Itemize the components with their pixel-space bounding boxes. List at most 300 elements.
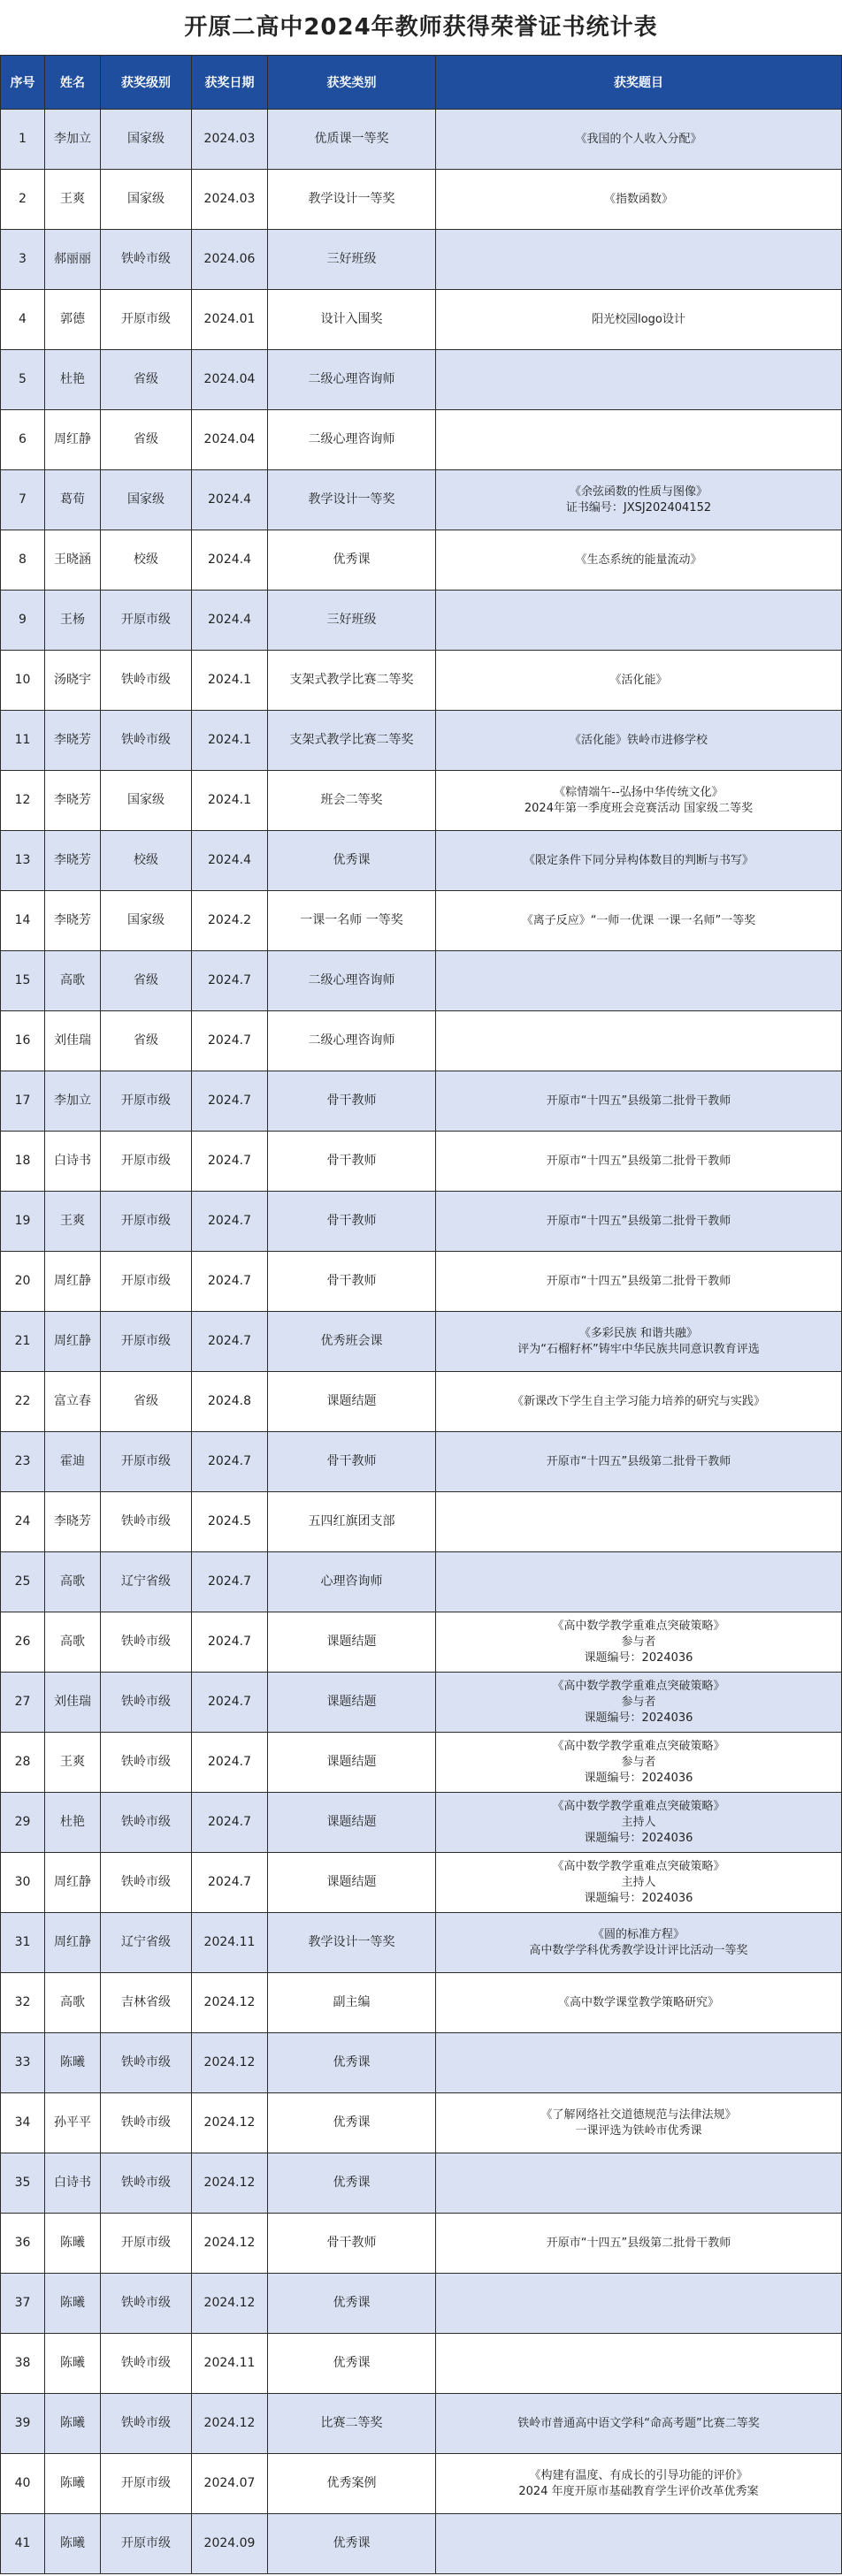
cell-level: 铁岭市级 (101, 2274, 192, 2334)
cell-level: 省级 (101, 350, 192, 410)
cell-category: 骨干教师 (268, 1132, 436, 1192)
cell-level: 开原市级 (101, 1312, 192, 1372)
cell-topic (436, 2033, 842, 2093)
cell-no: 8 (1, 530, 45, 591)
table-row (1, 2274, 842, 2334)
cell-no: 4 (1, 290, 45, 350)
cell-name: 王爽 (45, 170, 101, 230)
table-row (1, 591, 842, 651)
topic-line: 《高中数学课堂教学策略研究》 (557, 1995, 719, 2009)
table-row (1, 951, 842, 1011)
cell-date: 2024.4 (192, 470, 268, 530)
cell-category: 心理咨询师 (268, 1552, 436, 1612)
cell-no: 18 (1, 1132, 45, 1192)
cell-level: 开原市级 (101, 2514, 192, 2574)
cell-topic (436, 771, 842, 831)
cell-date: 2024.7 (192, 1552, 268, 1612)
cell-topic (436, 1372, 842, 1432)
table-row (1, 530, 842, 591)
cell-level: 开原市级 (101, 1192, 192, 1252)
topic-line: 《多彩民族 和谐共融》 (578, 1326, 699, 1340)
topic-line: 一课评选为铁岭市优秀课 (575, 2123, 702, 2138)
cell-level: 铁岭市级 (101, 1853, 192, 1913)
cell-level: 铁岭市级 (101, 1793, 192, 1853)
cell-no: 11 (1, 711, 45, 771)
cell-no: 39 (1, 2394, 45, 2454)
cell-no: 31 (1, 1913, 45, 1973)
cell-category: 课题结题 (268, 1853, 436, 1913)
cell-name: 白诗书 (45, 2153, 101, 2214)
cell-date: 2024.03 (192, 170, 268, 230)
cell-date: 2024.7 (192, 1853, 268, 1913)
cell-level: 铁岭市级 (101, 711, 192, 771)
cell-no: 29 (1, 1793, 45, 1853)
table-row (1, 2394, 842, 2454)
cell-date: 2024.7 (192, 1312, 268, 1372)
table-row (1, 2454, 842, 2514)
cell-date: 2024.12 (192, 2033, 268, 2093)
cell-topic (436, 831, 842, 891)
cell-topic (436, 350, 842, 410)
cell-topic (436, 2274, 842, 2334)
cell-date: 2024.4 (192, 530, 268, 591)
cell-level: 辽宁省级 (101, 1913, 192, 1973)
cell-no: 32 (1, 1973, 45, 2033)
cell-name: 李晓芳 (45, 711, 101, 771)
awards-table (0, 55, 842, 2574)
topic-line: 《粽情端午--弘扬中华传统文化》 (554, 785, 723, 799)
cell-no: 36 (1, 2214, 45, 2274)
cell-category: 支架式教学比赛二等奖 (268, 711, 436, 771)
cell-no: 40 (1, 2454, 45, 2514)
cell-category: 优秀课 (268, 2093, 436, 2153)
cell-level: 铁岭市级 (101, 2334, 192, 2394)
table-row (1, 2033, 842, 2093)
cell-category: 优质课一等奖 (268, 110, 436, 170)
cell-date: 2024.7 (192, 1192, 268, 1252)
topic-line: 《高中数学教学重难点突破策略》 (552, 1679, 725, 1693)
cell-topic (436, 1432, 842, 1492)
cell-category: 二级心理咨询师 (268, 951, 436, 1011)
cell-category: 课题结题 (268, 1372, 436, 1432)
cell-no: 19 (1, 1192, 45, 1252)
cell-name: 陈曦 (45, 2214, 101, 2274)
cell-category: 优秀课 (268, 530, 436, 591)
cell-name: 李晓芳 (45, 1492, 101, 1552)
topic-line: 参与者 (621, 1695, 656, 1709)
cell-name: 陈曦 (45, 2334, 101, 2394)
topic-line: 课题编号：2024036 (584, 1650, 693, 1665)
cell-date: 2024.09 (192, 2514, 268, 2574)
cell-date: 2024.11 (192, 2334, 268, 2394)
cell-category: 优秀课 (268, 831, 436, 891)
cell-date: 2024.7 (192, 1132, 268, 1192)
cell-date: 2024.12 (192, 1973, 268, 2033)
cell-name: 周红静 (45, 1312, 101, 1372)
cell-name: 陈曦 (45, 2454, 101, 2514)
cell-category: 课题结题 (268, 1733, 436, 1793)
cell-topic (436, 2454, 842, 2514)
table-row (1, 1372, 842, 1432)
cell-topic (436, 1132, 842, 1192)
cell-level: 国家级 (101, 891, 192, 951)
cell-level: 国家级 (101, 110, 192, 170)
cell-level: 铁岭市级 (101, 2153, 192, 2214)
cell-topic (436, 1913, 842, 1973)
table-header-row (1, 56, 842, 110)
cell-no: 30 (1, 1853, 45, 1913)
cell-name: 李加立 (45, 110, 101, 170)
topic-line: 课题编号：2024036 (584, 1891, 693, 1905)
cell-date: 2024.12 (192, 2093, 268, 2153)
cell-no: 10 (1, 651, 45, 711)
cell-category: 课题结题 (268, 1793, 436, 1853)
table-row (1, 1432, 842, 1492)
cell-no: 35 (1, 2153, 45, 2214)
topic-line: 证书编号：JXSJ202404152 (565, 500, 712, 514)
cell-name: 陈曦 (45, 2033, 101, 2093)
cell-name: 李加立 (45, 1071, 101, 1132)
cell-name: 富立春 (45, 1372, 101, 1432)
cell-no: 33 (1, 2033, 45, 2093)
cell-category: 二级心理咨询师 (268, 350, 436, 410)
table-row (1, 470, 842, 530)
cell-topic (436, 1011, 842, 1071)
cell-name: 郝丽丽 (45, 230, 101, 290)
topic-line: 课题编号：2024036 (584, 1831, 693, 1845)
table-row (1, 110, 842, 170)
header-level: 获奖级别 (101, 56, 192, 110)
cell-date: 2024.7 (192, 1793, 268, 1853)
cell-category: 五四红旗团支部 (268, 1492, 436, 1552)
table-row (1, 1913, 842, 1973)
table-row (1, 711, 842, 771)
cell-category: 课题结题 (268, 1673, 436, 1733)
topic-line: 开原市“十四五”县级第二批骨干教师 (546, 1454, 731, 1468)
cell-level: 开原市级 (101, 591, 192, 651)
cell-level: 校级 (101, 530, 192, 591)
table-row (1, 350, 842, 410)
cell-level: 开原市级 (101, 1432, 192, 1492)
cell-no: 6 (1, 410, 45, 470)
cell-no: 12 (1, 771, 45, 831)
topic-line: 课题编号：2024036 (584, 1771, 693, 1785)
cell-name: 王爽 (45, 1192, 101, 1252)
cell-level: 省级 (101, 1372, 192, 1432)
cell-date: 2024.1 (192, 771, 268, 831)
cell-category: 教学设计一等奖 (268, 1913, 436, 1973)
cell-category: 优秀课 (268, 2153, 436, 2214)
topic-line: 课题编号：2024036 (584, 1711, 693, 1725)
cell-date: 2024.7 (192, 1673, 268, 1733)
table-row (1, 1612, 842, 1673)
cell-topic (436, 230, 842, 290)
cell-date: 2024.4 (192, 591, 268, 651)
table-row (1, 290, 842, 350)
cell-category: 三好班级 (268, 591, 436, 651)
topic-line: 《余弦函数的性质与图像》 (569, 484, 708, 499)
cell-name: 高歌 (45, 1612, 101, 1673)
topic-line: 2024 年度开原市基础教育学生评价改革优秀案 (518, 2484, 759, 2498)
cell-date: 2024.01 (192, 290, 268, 350)
table-row (1, 2214, 842, 2274)
topic-line: 《高中数学教学重难点突破策略》 (552, 1859, 725, 1873)
topic-line: 主持人 (621, 1815, 656, 1829)
cell-category: 班会二等奖 (268, 771, 436, 831)
cell-no: 13 (1, 831, 45, 891)
cell-no: 34 (1, 2093, 45, 2153)
cell-name: 郭德 (45, 290, 101, 350)
cell-level: 铁岭市级 (101, 230, 192, 290)
header-date: 获奖日期 (192, 56, 268, 110)
cell-topic (436, 2093, 842, 2153)
cell-date: 2024.11 (192, 1913, 268, 1973)
cell-no: 24 (1, 1492, 45, 1552)
cell-topic (436, 1973, 842, 2033)
cell-name: 周红静 (45, 1252, 101, 1312)
cell-category: 设计入围奖 (268, 290, 436, 350)
topic-line: 《指数函数》 (603, 192, 673, 206)
table-body (1, 110, 842, 2574)
table-row (1, 1673, 842, 1733)
topic-line: 2024年第一季度班会竞赛活动 国家级二等奖 (524, 801, 754, 815)
cell-level: 开原市级 (101, 2454, 192, 2514)
table-row (1, 2334, 842, 2394)
cell-topic (436, 1673, 842, 1733)
cell-level: 铁岭市级 (101, 1733, 192, 1793)
table-row (1, 831, 842, 891)
cell-level: 铁岭市级 (101, 1673, 192, 1733)
cell-no: 27 (1, 1673, 45, 1733)
cell-date: 2024.7 (192, 951, 268, 1011)
cell-no: 22 (1, 1372, 45, 1432)
cell-topic (436, 110, 842, 170)
cell-topic (436, 1793, 842, 1853)
cell-name: 白诗书 (45, 1132, 101, 1192)
cell-no: 41 (1, 2514, 45, 2574)
table-row (1, 1492, 842, 1552)
cell-level: 铁岭市级 (101, 2033, 192, 2093)
cell-topic (436, 2214, 842, 2274)
cell-date: 2024.7 (192, 1432, 268, 1492)
cell-level: 铁岭市级 (101, 1492, 192, 1552)
cell-level: 国家级 (101, 771, 192, 831)
cell-name: 高歌 (45, 1973, 101, 2033)
cell-category: 优秀课 (268, 2274, 436, 2334)
cell-name: 周红静 (45, 1853, 101, 1913)
cell-date: 2024.5 (192, 1492, 268, 1552)
cell-name: 孙平平 (45, 2093, 101, 2153)
cell-topic (436, 1071, 842, 1132)
cell-topic (436, 290, 842, 350)
table-row (1, 1733, 842, 1793)
table-row (1, 1973, 842, 2033)
cell-name: 李晓芳 (45, 771, 101, 831)
cell-name: 高歌 (45, 951, 101, 1011)
topic-line: 《活化能》铁岭市进修学校 (569, 733, 708, 747)
table-row (1, 230, 842, 290)
cell-topic (436, 2394, 842, 2454)
cell-no: 16 (1, 1011, 45, 1071)
table-row (1, 1853, 842, 1913)
cell-level: 国家级 (101, 170, 192, 230)
topic-line: 阳光校园logo设计 (592, 312, 685, 326)
cell-no: 14 (1, 891, 45, 951)
cell-name: 王杨 (45, 591, 101, 651)
cell-category: 比赛二等奖 (268, 2394, 436, 2454)
table-row (1, 170, 842, 230)
cell-date: 2024.12 (192, 2394, 268, 2454)
header-category: 获奖类别 (268, 56, 436, 110)
cell-name: 李晓芳 (45, 831, 101, 891)
topic-line: 《构建有温度、有成长的引导功能的评价》 (529, 2468, 748, 2482)
table-row (1, 651, 842, 711)
table-row (1, 2093, 842, 2153)
cell-date: 2024.7 (192, 1612, 268, 1673)
cell-topic (436, 170, 842, 230)
topic-line: 铁岭市普通高中语文学科“命高考题”比赛二等奖 (517, 2416, 760, 2430)
cell-level: 省级 (101, 951, 192, 1011)
topic-line: 开原市“十四五”县级第二批骨干教师 (546, 1154, 731, 1168)
cell-topic (436, 1492, 842, 1552)
cell-name: 杜艳 (45, 350, 101, 410)
cell-name: 葛荀 (45, 470, 101, 530)
cell-topic (436, 2334, 842, 2394)
cell-topic (436, 1853, 842, 1913)
cell-topic (436, 951, 842, 1011)
topic-line: 开原市“十四五”县级第二批骨干教师 (546, 1094, 731, 1108)
cell-name: 周红静 (45, 410, 101, 470)
cell-no: 3 (1, 230, 45, 290)
cell-category: 教学设计一等奖 (268, 470, 436, 530)
topic-line: 《圆的标准方程》 (592, 1927, 685, 1941)
cell-name: 刘佳瑞 (45, 1011, 101, 1071)
table-row (1, 2153, 842, 2214)
cell-category: 教学设计一等奖 (268, 170, 436, 230)
cell-category: 支架式教学比赛二等奖 (268, 651, 436, 711)
cell-level: 辽宁省级 (101, 1552, 192, 1612)
cell-category: 骨干教师 (268, 2214, 436, 2274)
topic-line: 《我国的个人收入分配》 (575, 132, 702, 146)
cell-date: 2024.04 (192, 350, 268, 410)
table-row (1, 1252, 842, 1312)
cell-no: 5 (1, 350, 45, 410)
cell-level: 国家级 (101, 470, 192, 530)
cell-name: 王爽 (45, 1733, 101, 1793)
cell-category: 优秀课 (268, 2334, 436, 2394)
cell-name: 汤晓宇 (45, 651, 101, 711)
cell-date: 2024.7 (192, 1071, 268, 1132)
cell-level: 铁岭市级 (101, 1612, 192, 1673)
cell-name: 李晓芳 (45, 891, 101, 951)
table-row (1, 771, 842, 831)
cell-topic (436, 530, 842, 591)
cell-date: 2024.12 (192, 2274, 268, 2334)
table-row (1, 1552, 842, 1612)
cell-category: 课题结题 (268, 1612, 436, 1673)
cell-level: 开原市级 (101, 1071, 192, 1132)
cell-topic (436, 891, 842, 951)
cell-topic (436, 1252, 842, 1312)
topic-line: 《限定条件下同分异构体数目的判断与书写》 (523, 853, 754, 867)
cell-topic (436, 651, 842, 711)
cell-no: 23 (1, 1432, 45, 1492)
topic-line: 开原市“十四五”县级第二批骨干教师 (546, 1214, 731, 1228)
cell-category: 骨干教师 (268, 1071, 436, 1132)
topic-line: 《高中数学教学重难点突破策略》 (552, 1799, 725, 1813)
table-row (1, 1011, 842, 1071)
topic-line: 主持人 (621, 1875, 656, 1889)
cell-date: 2024.2 (192, 891, 268, 951)
cell-category: 优秀班会课 (268, 1312, 436, 1372)
topic-line: 《高中数学教学重难点突破策略》 (552, 1739, 725, 1753)
table-row (1, 1192, 842, 1252)
topic-line: 《离子反应》“一师一优课 一课一名师”一等奖 (521, 913, 756, 927)
cell-category: 骨干教师 (268, 1432, 436, 1492)
cell-date: 2024.7 (192, 1252, 268, 1312)
table-row (1, 2514, 842, 2574)
topic-line: 《高中数学教学重难点突破策略》 (552, 1619, 725, 1633)
table-row (1, 891, 842, 951)
cell-level: 铁岭市级 (101, 2093, 192, 2153)
table-row (1, 1312, 842, 1372)
cell-date: 2024.8 (192, 1372, 268, 1432)
cell-topic (436, 1312, 842, 1372)
cell-date: 2024.12 (192, 2153, 268, 2214)
cell-no: 21 (1, 1312, 45, 1372)
cell-topic (436, 470, 842, 530)
cell-name: 杜艳 (45, 1793, 101, 1853)
cell-level: 开原市级 (101, 1252, 192, 1312)
cell-category: 副主编 (268, 1973, 436, 2033)
cell-topic (436, 2153, 842, 2214)
cell-category: 三好班级 (268, 230, 436, 290)
cell-topic (436, 711, 842, 771)
cell-topic (436, 1612, 842, 1673)
cell-topic (436, 591, 842, 651)
topic-line: 《了解网络社交道德规范与法律法规》 (540, 2107, 737, 2122)
cell-level: 校级 (101, 831, 192, 891)
topic-line: 评为“石榴籽杯”铸牢中华民族共同意识教育评选 (517, 1342, 760, 1356)
cell-level: 吉林省级 (101, 1973, 192, 2033)
cell-no: 15 (1, 951, 45, 1011)
header-topic: 获奖题目 (436, 56, 842, 110)
cell-name: 陈曦 (45, 2394, 101, 2454)
cell-level: 省级 (101, 410, 192, 470)
cell-date: 2024.1 (192, 711, 268, 771)
cell-no: 20 (1, 1252, 45, 1312)
cell-level: 省级 (101, 1011, 192, 1071)
cell-date: 2024.07 (192, 2454, 268, 2514)
cell-name: 陈曦 (45, 2514, 101, 2574)
cell-no: 9 (1, 591, 45, 651)
cell-name: 王晓涵 (45, 530, 101, 591)
topic-line: 参与者 (621, 1755, 656, 1769)
cell-level: 铁岭市级 (101, 2394, 192, 2454)
table-row (1, 1793, 842, 1853)
topic-line: 开原市“十四五”县级第二批骨干教师 (546, 1274, 731, 1288)
cell-no: 1 (1, 110, 45, 170)
cell-category: 优秀课 (268, 2033, 436, 2093)
cell-level: 开原市级 (101, 290, 192, 350)
cell-topic (436, 1192, 842, 1252)
cell-no: 26 (1, 1612, 45, 1673)
cell-category: 优秀案例 (268, 2454, 436, 2514)
cell-date: 2024.03 (192, 110, 268, 170)
cell-date: 2024.04 (192, 410, 268, 470)
cell-no: 28 (1, 1733, 45, 1793)
cell-date: 2024.7 (192, 1011, 268, 1071)
